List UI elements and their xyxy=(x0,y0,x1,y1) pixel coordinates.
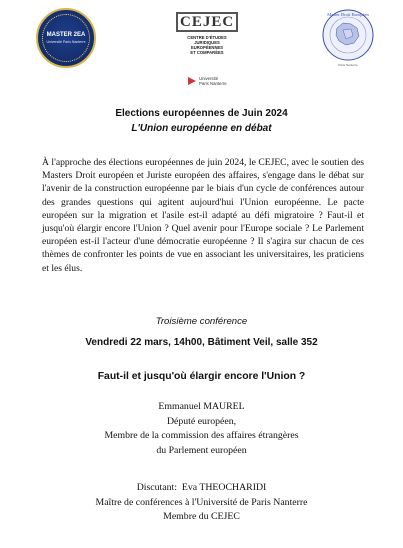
master-2ea-label: MASTER 2EA xyxy=(46,32,86,38)
university-mark-icon xyxy=(188,77,196,85)
conference-date-location: Vendredi 22 mars, 14h00, Bâtiment Veil, salle 352 xyxy=(85,337,318,348)
eu-map-seal-icon xyxy=(313,8,383,64)
speaker-institution: du Parlement européen xyxy=(156,444,247,456)
speaker-committee: Membre de la commission des affaires étrangères xyxy=(104,430,299,441)
university-logo xyxy=(188,76,227,86)
speaker-role: Député européen, xyxy=(166,415,237,427)
speaker-block xyxy=(0,400,403,458)
cejec-subtitle: CENTRE D'ÉTUDES JURIDIQUES EUROPÉENNES ET COMPARÉES xyxy=(187,35,227,55)
page-title: Elections européennes de Juin 2024 xyxy=(115,108,288,119)
master-droit-europeen-logo xyxy=(313,8,383,72)
master-2ea-caption: Université Paris Nanterre xyxy=(46,40,86,44)
star-ring-icon xyxy=(42,14,90,62)
page-subtitle: L'Union européenne en débat xyxy=(131,123,272,134)
speaker-name: Emmanuel MAUREL xyxy=(158,401,245,412)
discussant-block xyxy=(0,481,403,525)
conference-number: Troisième conférence xyxy=(155,316,248,327)
cejec-mark: CEJEC xyxy=(176,12,238,32)
discussant-title: Maître de conférences à l'Université de Paris Nanterre xyxy=(95,496,308,508)
cejec-logo xyxy=(176,12,238,55)
university-name: Université Paris Nanterre xyxy=(199,76,227,86)
master-2ea-logo xyxy=(36,8,96,68)
seal-caption: Paris Nanterre xyxy=(338,63,358,67)
discussant-membership: Membre du CEJEC xyxy=(163,511,240,522)
discussant-line: Discutant: Eva THEOCHARIDI xyxy=(136,482,267,493)
conference-title: Faut-il et jusqu'où élargir encore l'Union ? xyxy=(97,371,306,382)
intro-paragraph: À l'approche des élections européennes de juin 2024, le CEJEC, avec le soutien des Masters Droit européen et Juriste européen des affaires, s'engage dans le débat sur l'avenir de la construction européenne par le biais d'un cycle de conférences autour des grandes questions qui agitent aujourd'hui l'Union européenne. Le pacte européen sur la migration et l'asile est-il adapté au défi migratoire ? Faut-il et jusqu'où élargir encore l'Union ? Quel avenir pour l'Europe sociale ? Le Parlement européen est-il l'acteur d'une démocratie européenne ? Il s'agira sur chacun de ces thèmes de confronter les points de vue en associant les universitaires, les praticiens et les élus. xyxy=(42,157,364,274)
seal-label: Master Droit Européen xyxy=(327,12,369,17)
